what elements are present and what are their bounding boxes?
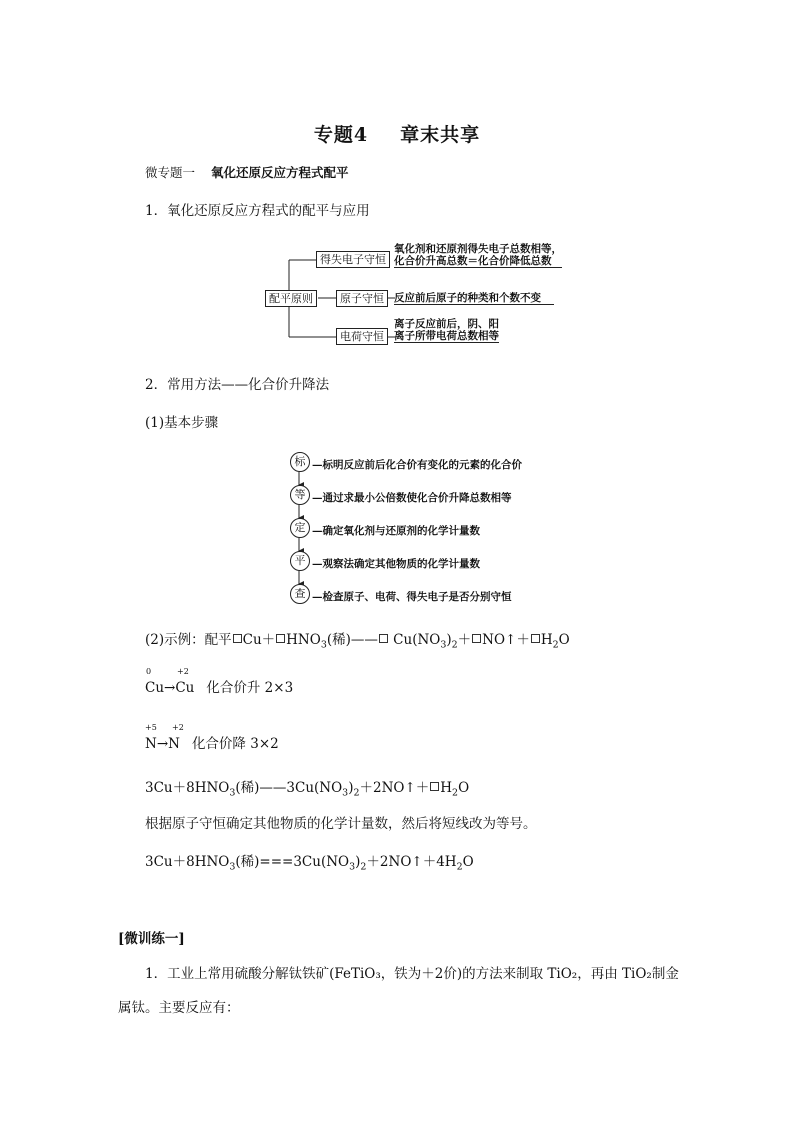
sub-heading-basic-steps: (1)基本步骤	[145, 415, 219, 431]
electron-desc-line2: 化合价升高总数＝化合价降低总数	[394, 255, 562, 268]
example-label: (2)示例：配平	[145, 632, 232, 648]
atom-desc-line1: 反应前后原子的种类和个数不变	[394, 292, 554, 305]
diagram1-center: 配平原则	[265, 290, 317, 307]
charge-desc-line2: 离子所带电荷总数相等	[394, 330, 499, 342]
step-3-text: —确定氧化剂与还原剂的化学计量数	[312, 525, 480, 537]
final-equation: $3Cu+8HNO_3$(稀)$===3Cu(NO_3)_2+2NO↑+4H_2O$	[145, 854, 474, 873]
step-determine-icon: 定	[290, 518, 310, 538]
electron-desc-line1: 氧化剂和还原剂得失电子总数相等，	[394, 243, 562, 255]
practice-title: [微训练一]	[118, 931, 185, 947]
n-change-line: N→N 化合价降 3×2	[145, 736, 279, 752]
example-equation: (2)示例：配平 $Cu+ HNO_3$(稀)—— $Cu(NO_3)_2+$ NO↑＋ $H_2O$	[145, 632, 570, 651]
practice-q1-line1: 1．工业上常用硫酸分解钛铁矿(FeTiO₃，铁为＋2价)的方法来制取 TiO₂，再由 TiO₂制金	[145, 966, 679, 982]
step-2-text: —通过求最小公倍数使化合价升降总数相等	[312, 492, 512, 504]
title-part1: 专题4	[313, 124, 369, 146]
n-to-oxnum: +2	[172, 723, 184, 732]
micro-topic-label: 微专题一	[145, 165, 196, 180]
step-equal-icon: 等	[290, 485, 310, 505]
intermediate-equation: $3Cu+8HNO_3$(稀)$——3Cu(NO_3)_2+2NO↑+ H_2O$	[145, 780, 470, 799]
section-2-heading: 2．常用方法——化合价升降法	[145, 377, 330, 393]
diagram1-atom-desc	[394, 292, 554, 305]
diagram1-branch-atom: 原子守恒	[336, 290, 388, 307]
step-mark-icon: 标	[290, 452, 310, 472]
step-4-text: —观察法确定其他物质的化学计量数	[312, 558, 480, 570]
n-from-oxnum: +5	[145, 723, 157, 732]
charge-desc-line1: 离子反应前后，阴、阳	[394, 318, 499, 330]
micro-topic-name: 氧化还原反应方程式配平	[211, 165, 349, 180]
cu-change-line: Cu→Cu 化合价升 2×3	[145, 680, 294, 696]
step-1-text: —标明反应前后化合价有变化的元素的化合价	[312, 459, 522, 471]
title-part2: 章末共享	[400, 124, 481, 146]
step-balance-icon: 平	[290, 551, 310, 571]
diagram1-branch-charge: 电荷守恒	[336, 328, 388, 345]
micro-topic	[145, 163, 349, 181]
step-check-icon: 查	[290, 584, 310, 604]
section-1-heading: 1．氧化还原反应方程式的配平与应用	[145, 203, 370, 219]
page-title	[0, 120, 794, 147]
diagram1-branch-electron: 得失电子守恒	[316, 251, 390, 268]
diagram1-charge-desc	[394, 318, 499, 343]
cu-to-oxnum: +2	[177, 667, 189, 676]
step-5-text: —检查原子、电荷、得失电子是否分别守恒	[312, 591, 512, 603]
cu-from-oxnum: 0	[146, 667, 152, 676]
practice-q1-line2: 属钛。主要反应有：	[118, 1000, 240, 1016]
conclusion-text: 根据原子守恒确定其他物质的化学计量数，然后将短线改为等号。	[145, 816, 537, 832]
diagram1-electron-desc	[394, 243, 562, 268]
